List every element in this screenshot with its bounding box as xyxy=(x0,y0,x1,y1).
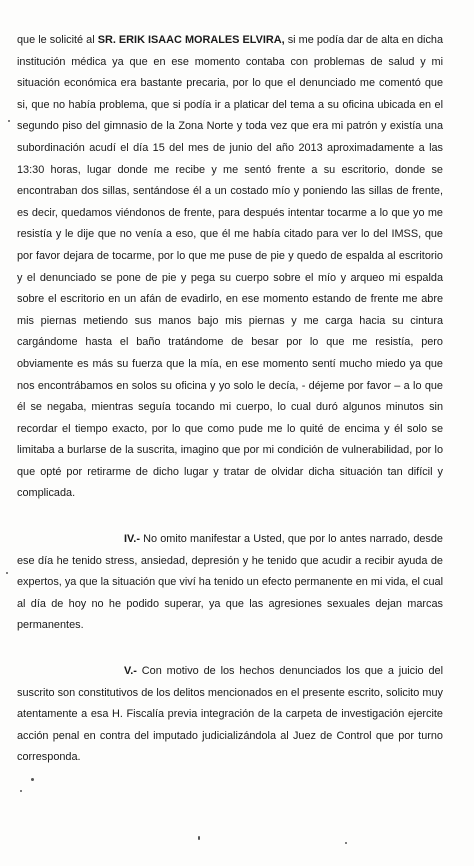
scan-speck xyxy=(31,778,34,781)
section-iv xyxy=(17,529,443,637)
section-number: V.- xyxy=(124,665,137,678)
paragraph-narrative xyxy=(17,30,443,505)
accused-name: SR. ERIK ISAAC MORALES ELVIRA, xyxy=(97,34,285,46)
section-text: No omito manifestar a Usted, que por lo antes narrado, desde ese día he tenido stress, ansiedad, depresión y he tenido que acudir a recibir ayuda de expertos, ya que la situación que viví ha tenido un efecto permanente en mi vida, el cual al día de hoy no he podido superar, ya que las agresiones sexuales dejan marcas permanentes. xyxy=(17,533,443,632)
section-text: Con motivo de los hechos denunciados los que a juicio del suscrito son constitutivos de los delitos mencionados en el presente escrito, solicito muy atentamente a esa H. Fiscalía previa integración de la carpeta de investigación ejercite acción penal en contra del imputado judicializándola al Juez de Control que por turno corresponda. xyxy=(17,665,443,764)
paragraph-text: que le solicité al xyxy=(17,34,98,46)
scan-speck xyxy=(6,572,8,574)
scan-speck xyxy=(20,790,22,792)
paragraph-text: si me podía dar de alta en dicha institución médica ya que en ese momento contaba con problemas de salud y mi situación económica era bastante precaria, por lo que el denunciado me comentó que si, que no había problema, que si podía ir a platicar del tema a su oficina ubicada en el segundo piso del gimnasio de la Zona Norte y toda vez que era mi patrón y existía una subordinación acudí el día 15 del mes de junio del año 2013 aproximadamente a las 13:30 horas, lugar donde me recibe y me sentó frente a su escritorio, donde se encontraban dos sillas, sentándose él a un costado mío y poniendo las sillas de frente, es decir, quedamos viéndonos de frente, para después intentar tocarme a lo que yo me resistía y le dije que no venía a eso, que él me había citado para ver lo del IMSS, que por favor dejara de tocarme, por lo que me puse de pie y quedo de espalda al escritorio y el denunciado se pone de pie y pega su cuerpo sobre el mío y arqueo mi espalda sobre el escritorio en un afán de evadirlo, en ese momento estando de frente me abre mis piernas metiendo sus manos bajo mis piernas y me carga hacia su cintura cargándome hasta el baño tratándome de besar por lo que me resistía, pero obviamente es más su fuerza que la mía, en ese momento sentí mucho miedo ya que nos encontrábamos en solos su oficina y yo solo le decía, - déjeme por favor – a lo que él se negaba, mientras seguía tocando mi cuerpo, lo cual duró algunos minutos sin recordar el tiempo exacto, por lo que como pude me lo quité de encima y él solo se limitaba a burlarse de la suscrita, imagino que por mi condición de vulnerabilidad, por lo que opté por retirarme de dicho lugar y tratar de olvidar dicha situación tan difícil y complicada. xyxy=(17,34,443,500)
scan-speck xyxy=(8,120,10,122)
section-v xyxy=(17,661,443,769)
document-body xyxy=(17,30,443,769)
scan-speck xyxy=(198,836,200,840)
section-number: IV.- xyxy=(124,533,140,546)
scan-speck xyxy=(345,842,347,844)
